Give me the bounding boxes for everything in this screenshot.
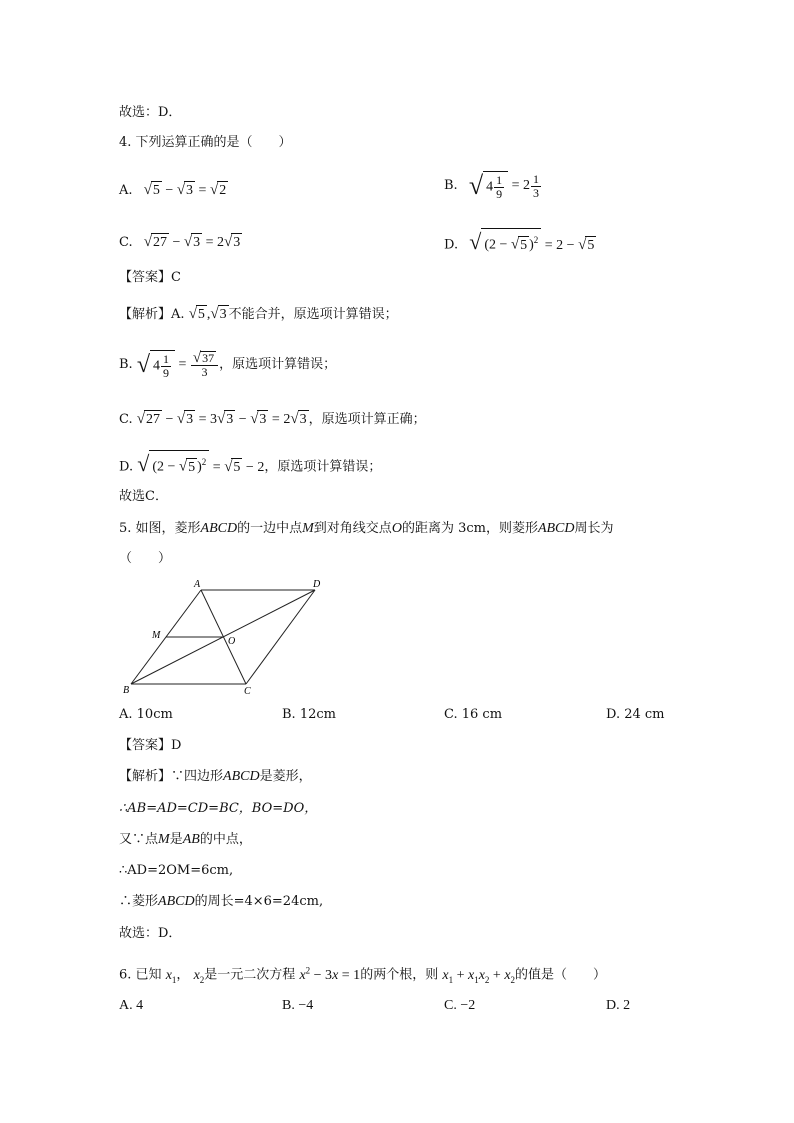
- prev-conclusion: 故选：D．: [119, 105, 182, 120]
- q4-option-d-expr: √ (2 − √5 )$^2$ = 2 − √5: [469, 228, 595, 254]
- q5-step-ab: AB: [182, 832, 200, 847]
- q5-step1: [119, 768, 312, 786]
- q5-step2: ∴AB=AD=CD=BC，BO=DO，: [119, 801, 318, 816]
- q6-option-c: C. −2: [444, 998, 476, 1013]
- q4-analysis-b-expr: √ 4 $\frac{1}{9}$ = $\frac{√37}{3}$: [137, 357, 219, 372]
- q6-stem-part: 的值是（ ）: [515, 967, 607, 983]
- q5-step-part: 的中点，: [199, 832, 252, 847]
- q6-stem-part: ，: [176, 967, 190, 983]
- q4-option-a: [119, 181, 228, 200]
- q5-stem-abcd: ABCD: [200, 521, 238, 536]
- q4-stem: 4. 下列运算正确的是（ ）: [119, 135, 292, 150]
- q4-analysis-a: [119, 305, 398, 324]
- q6-stem-part: 的两个根，则: [360, 967, 439, 983]
- q5-option-b: B. 12cm: [282, 707, 336, 722]
- q5-analysis-label: 【解析】: [119, 769, 172, 784]
- q5-step-abcd: ABCD: [223, 769, 260, 784]
- q4-analysis-b: [119, 350, 336, 380]
- label-c: C: [244, 686, 251, 697]
- q5-step3: [119, 831, 252, 849]
- q5-conclusion: 故选：D．: [119, 926, 182, 941]
- q6-equation: $x^2 - 3x = 1$: [299, 965, 361, 983]
- q5-stem-part: 周长为: [574, 521, 614, 536]
- q4-option-b: [444, 171, 542, 201]
- q6-option-a: A. 4: [119, 998, 144, 1013]
- q4-analysis-d-expr: √ (2 − √5 )$^2$ = √5 − 2: [137, 450, 265, 476]
- q4-analysis-label: 【解析】: [119, 307, 172, 322]
- q5-stem-m: M: [302, 521, 314, 536]
- q5-step4: ∴AD=2OM=6cm,: [119, 863, 234, 878]
- q4-option-b-expr: √ 4 $\frac{1}{9}$ = 2 $\frac{1}{3}$: [468, 171, 540, 201]
- q4-answer: 【答案】C: [119, 270, 181, 285]
- q5-step-m: M: [158, 832, 170, 847]
- q5-stem-o: O: [391, 521, 402, 536]
- q5-stem: [119, 520, 614, 538]
- label-o: O: [228, 636, 236, 647]
- q5-option-d: D. 24 cm: [606, 707, 665, 722]
- q4-analysis-b-text: ，原选项计算错误；: [219, 357, 337, 373]
- rhombus-figure: [115, 574, 340, 699]
- q4-analysis-c-expr: √27 − √3 = 3√3 − √3 = 2√3: [136, 411, 307, 427]
- q6-stem-part: 6. 已知: [119, 967, 162, 983]
- q5-stem-part: 的一边中点: [237, 521, 303, 536]
- q4-analysis-d-prefix: D.: [119, 459, 134, 475]
- q4-conclusion: 故选C．: [119, 489, 168, 504]
- q4-analysis-c-prefix: C.: [119, 412, 133, 427]
- q6-expression: $x_1 + x_1x_2 + x_2$: [442, 967, 516, 985]
- q6-option-b: B. −4: [282, 998, 314, 1013]
- q5-option-a: A. 10cm: [119, 707, 173, 722]
- q6-x2: $x_2$: [193, 967, 205, 985]
- q5-stem-part: 的距离为 3cm，则菱形: [401, 521, 538, 536]
- q4-analysis-c-text: ，原选项计算正确；: [308, 412, 426, 427]
- q5-stem-abcd: ABCD: [537, 521, 575, 536]
- q5-stem-part: 到对角线交点: [313, 521, 392, 536]
- label-b: B: [123, 685, 130, 696]
- q5-answer: 【答案】D: [119, 738, 182, 753]
- q5-option-c: C. 16 cm: [444, 707, 503, 722]
- q5-stem-part: 5. 如图，菱形: [119, 521, 201, 536]
- q4-option-a-expr: √5 − √3 = √2: [143, 182, 227, 198]
- q4-option-c: [119, 233, 242, 252]
- q5-step-part: 是菱形，: [259, 769, 312, 784]
- side-dc: [246, 590, 315, 684]
- q5-step-part: ∴菱形: [119, 894, 159, 909]
- q5-step-abcd: ABCD: [158, 894, 195, 909]
- q6-stem-part: 是一元二次方程: [204, 967, 296, 983]
- q4-option-d: [444, 228, 596, 255]
- q4-option-c-label: C.: [119, 235, 133, 250]
- q6-x1: $x_1$: [165, 967, 177, 985]
- q4-option-a-label: A.: [119, 183, 133, 198]
- q4-option-b-label: B.: [444, 178, 458, 194]
- q5-step-part: 是: [169, 832, 183, 847]
- q4-analysis-d: [119, 450, 381, 477]
- q4-analysis-c: [119, 410, 426, 429]
- q4-option-c-expr: √27 − √3 = 2√3: [143, 234, 241, 250]
- q4-option-d-label: D.: [444, 237, 459, 253]
- q6-option-d: D. 2: [606, 998, 631, 1013]
- q4-analysis-a-text: 不能合并，原选项计算错误；: [228, 307, 398, 322]
- q6-stem: [119, 961, 606, 988]
- label-m: M: [152, 630, 161, 641]
- q5-step5: [119, 893, 323, 911]
- label-d: D: [313, 579, 321, 590]
- q4-analysis-a-prefix: A.: [171, 307, 185, 322]
- q5-stem-paren: （ ）: [119, 551, 172, 566]
- q4-analysis-d-text: ，原选项计算错误；: [264, 459, 382, 475]
- q5-step-part: 又∵点: [119, 832, 159, 847]
- q4-analysis-b-prefix: B.: [119, 357, 133, 373]
- q5-step-part: 的周长=4×6=24cm,: [194, 894, 324, 909]
- q5-step-part: ∵四边形: [171, 769, 224, 784]
- label-a: A: [194, 579, 201, 590]
- q4-analysis-a-expr: √5 ,√3: [188, 306, 227, 322]
